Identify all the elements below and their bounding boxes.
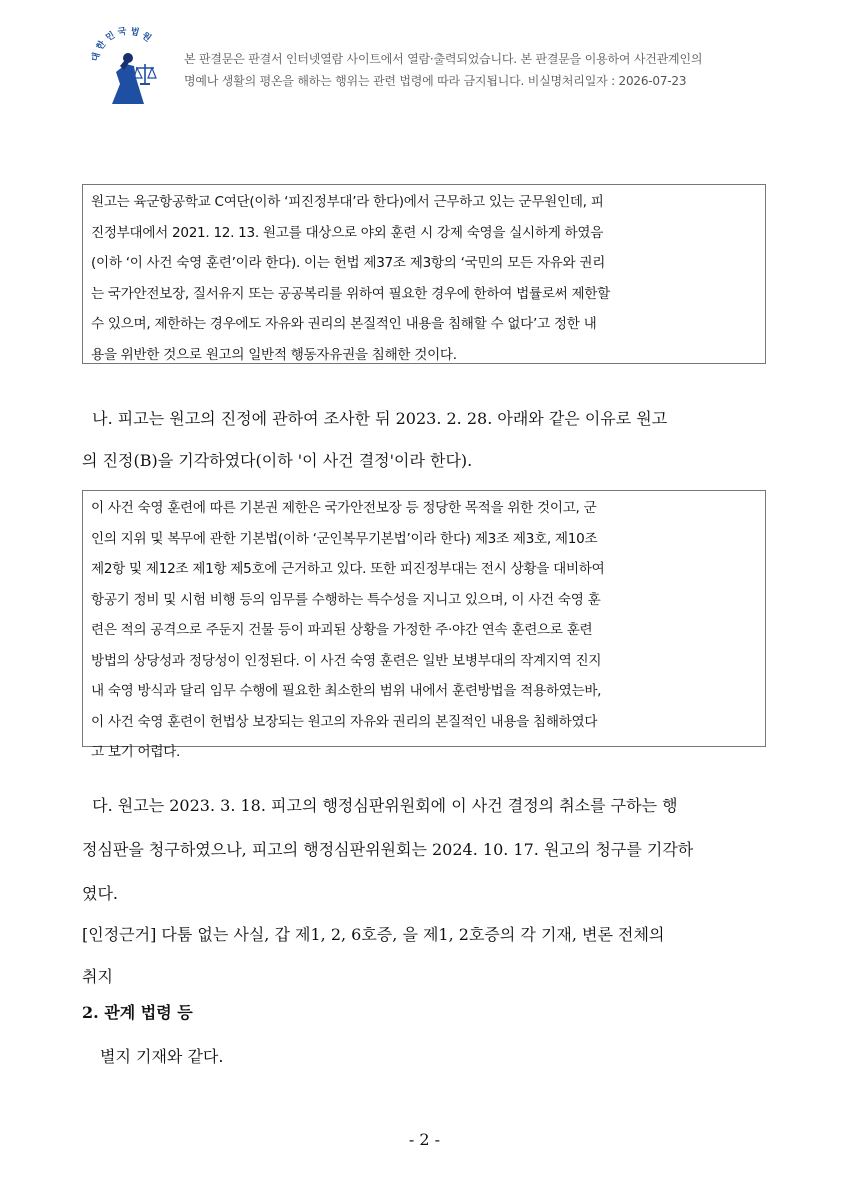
box-line: 수 있으며, 제한하는 경우에도 자유와 권리의 본질적인 내용을 침해할 수 없다’고 정한 내 [91, 316, 597, 332]
box-line: 련은 적의 공격으로 주둔지 건물 등이 파괴된 상황을 가정한 주·야간 연속 훈련으로 훈련 [91, 622, 593, 638]
box-line: (이하 ‘이 사건 숙영 훈련’이라 한다). 이는 헌법 제37조 제3항의 ‘국민의 모든 자유와 권리 [91, 255, 606, 271]
box-line: 원고는 육군항공학교 C여단(이하 ‘피진정부대’라 한다)에서 근무하고 있는 군무원인데, 피 [91, 194, 604, 210]
section-title: 2. 관계 법령 등 [82, 1003, 193, 1022]
paragraph-line: 취지 [82, 967, 113, 986]
paragraph-da [82, 784, 772, 916]
paragraph-na [82, 398, 772, 482]
svg-text:대한민국법원 [89, 26, 156, 63]
section-body: 별지 기재와 같다. [100, 1047, 224, 1066]
box-line: 내 숙영 방식과 달리 임무 수행에 필요한 최소한의 범위 내에서 훈련방법을 적용하였는바, [91, 683, 602, 699]
dismissal-reason-box [82, 490, 766, 760]
court-seal-icon [86, 26, 170, 110]
paragraph-line: 였다. [82, 884, 118, 903]
paragraph-line: 나. 피고는 원고의 진정에 관하여 조사한 뒤 2023. 2. 28. 아래와 같은 이유로 원고 [82, 409, 668, 428]
box-line: 는 국가안전보장, 질서유지 또는 공공복리를 위하여 필요한 경우에 한하여 법률로써 제한할 [91, 285, 610, 302]
box-line: 인의 지위 및 복무에 관한 기본법(이하 ‘군인복무기본법’이라 한다) 제3조 제3호, 제10조 [91, 530, 598, 547]
notice-line-2: 명예나 생활의 평온을 해하는 행위는 관련 법령에 따라 금지됩니다. 비실명처리일자 : 2026-07-23 [184, 74, 687, 88]
box-line: 이 사건 숙영 훈련에 따른 기본권 제한은 국가안전보장 등 정당한 목적을 위한 것이고, 군 [91, 500, 597, 516]
box-line: 이 사건 숙영 훈련이 헌법상 보장되는 원고의 자유와 권리의 본질적인 내용을 침해하였다 [91, 713, 598, 730]
box-line: 제2항 및 제12조 제1항 제5호에 근거하고 있다. 또한 피진정부대는 전시 상황을 대비하여 [91, 561, 605, 577]
paragraph-line: 다. 원고는 2023. 3. 18. 피고의 행정심판위원회에 이 사건 결정의 취소를 구하는 행 [82, 796, 678, 815]
notice-line-1: 본 판결문은 판결서 인터넷열람 사이트에서 열람·출력되었습니다. 본 판결문을 이용하여 사건관계인의 [184, 52, 703, 66]
seal-lettering: 대한민국법원 [90, 26, 155, 63]
access-notice [184, 48, 804, 92]
box-line: 용을 위반한 것으로 원고의 일반적 행동자유권을 침해한 것이다. [91, 346, 457, 363]
paragraph-line: 의 진정(B)을 기각하였다(이하 '이 사건 결정'이라 한다). [82, 451, 473, 470]
paragraph-line: 정심판을 청구하였으나, 피고의 행정심판위원회는 2024. 10. 17. 원고의 청구를 기각하 [82, 840, 694, 859]
box-line: 항공기 정비 및 시험 비행 등의 임무를 수행하는 특수성을 지니고 있으며, 이 사건 숙영 훈 [91, 591, 601, 608]
box-line: 방법의 상당성과 정당성이 인정된다. 이 사건 숙영 훈련은 일반 보병부대의 작계지역 진지 [91, 652, 602, 669]
box-line: 진정부대에서 2021. 12. 13. 원고를 대상으로 야외 훈련 시 강제 숙영을 실시하게 하였음 [91, 224, 604, 241]
plaintiff-petition-box [82, 184, 766, 364]
recognition-basis [82, 914, 772, 998]
page-number: - 2 - [408, 1130, 441, 1149]
box-line: 고 보기 어렵다. [91, 744, 181, 760]
paragraph-line: [인정근거] 다툼 없는 사실, 갑 제1, 2, 6호증, 을 제1, 2호증의 각 기재, 변론 전체의 [82, 925, 665, 944]
